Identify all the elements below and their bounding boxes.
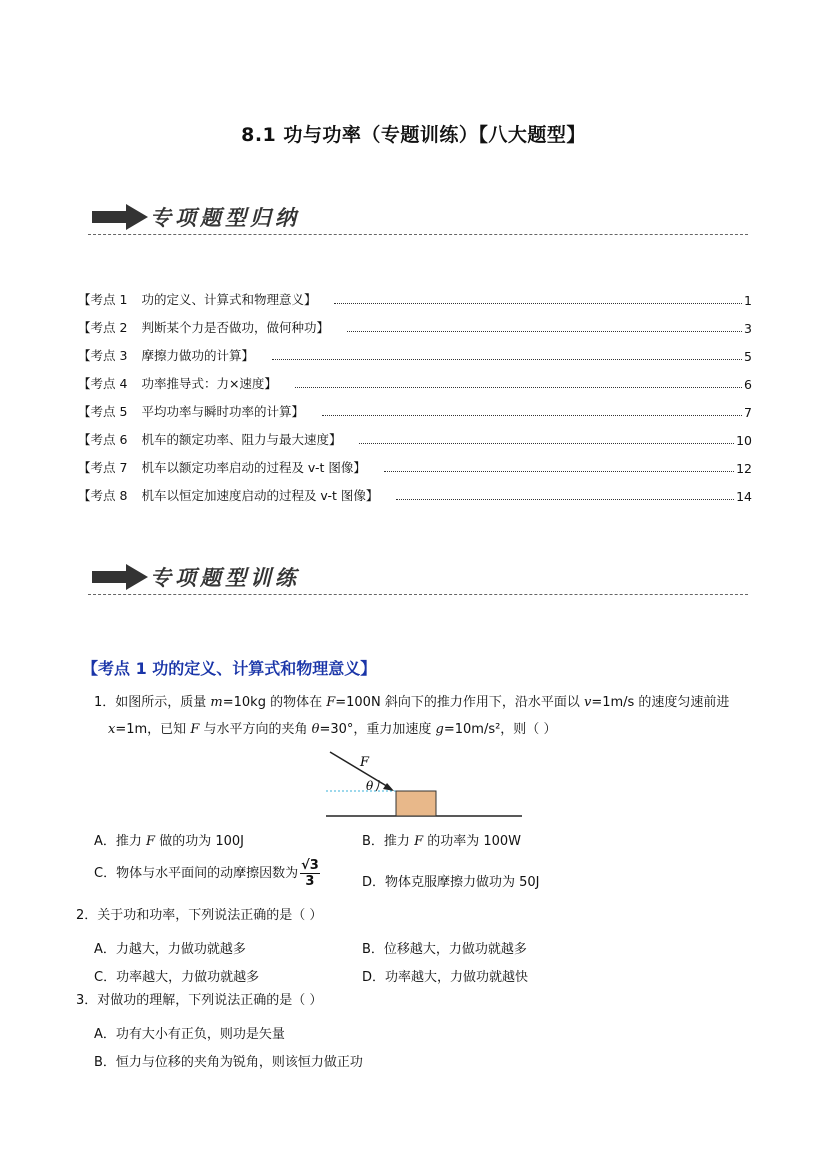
toc-page: 7 [744, 405, 752, 420]
force-label: F [360, 755, 370, 770]
toc-title: 机车以恒定加速度启动的过程及 v-t 图像】 [141, 488, 379, 503]
toc-title: 机车的额定功率、阻力与最大速度】 [141, 432, 342, 447]
toc-tag: 【考点 6 [78, 432, 128, 447]
toc-title: 机车以额定功率启动的过程及 v-t 图像】 [141, 460, 366, 475]
toc-title: 判断某个力是否做功，做何种功】 [141, 320, 329, 335]
toc-title: 功的定义、计算式和物理意义】 [141, 292, 317, 307]
toc-leader [359, 443, 734, 444]
arrow-right-icon [92, 564, 148, 590]
q2-option-c[interactable]: C．功率越大，力做功就越多 [94, 970, 260, 985]
question-1-line-1: 1．如图所示，质量 m=10kg 的物体在 F=100N 斜向下的推力作用下，沿水平面以 v=1m/s 的速度匀速前进 [94, 695, 730, 710]
toc-leader [295, 387, 742, 388]
toc-leader [272, 359, 742, 360]
toc-item[interactable] [78, 316, 752, 336]
toc-page: 10 [736, 433, 752, 448]
fraction: $\frac{√3}{3}$ [301, 858, 319, 889]
toc-page: 3 [744, 321, 752, 336]
toc-title: 功率推导式：力×速度】 [141, 376, 277, 391]
angle-label: θ [366, 779, 374, 793]
toc-leader [347, 331, 742, 332]
question-1-line-2: x=1m，已知 F 与水平方向的夹角 θ=30°，重力加速度 g=10m/s²，则（ ） [108, 722, 557, 737]
toc-item[interactable] [78, 288, 752, 308]
toc-tag: 【考点 5 [78, 404, 128, 419]
q1-option-b[interactable]: B．推力 F 的功率为 100W [362, 834, 522, 849]
toc-page: 1 [744, 293, 752, 308]
toc-page: 6 [744, 377, 752, 392]
toc-tag: 【考点 8 [78, 488, 128, 503]
divider [88, 594, 748, 595]
toc-leader [396, 499, 734, 500]
toc-tag: 【考点 3 [78, 348, 128, 363]
question-3-stem: 3．对做功的理解，下列说法正确的是（ ） [76, 993, 323, 1008]
question-2-stem: 2．关于功和功率，下列说法正确的是（ ） [76, 908, 323, 923]
toc-item[interactable] [78, 372, 752, 392]
section-banner-summary [88, 198, 748, 238]
arrow-right-icon [92, 204, 148, 230]
toc-item[interactable] [78, 344, 752, 364]
banner-title: 专项题型训练 [150, 565, 300, 590]
toc-item[interactable] [78, 456, 752, 476]
toc-page: 14 [736, 489, 752, 504]
toc-item[interactable] [78, 484, 752, 504]
toc-tag: 【考点 1 [78, 292, 128, 307]
q2-option-b[interactable]: B．位移越大，力做功就越多 [362, 942, 527, 957]
toc-page: 12 [736, 461, 752, 476]
q1-option-c[interactable]: C．物体与水平面间的动摩擦因数为 $\frac{√3}{3}$ [94, 858, 319, 889]
toc-leader [334, 303, 742, 304]
toc-leader [322, 415, 742, 416]
toc-page: 5 [744, 349, 752, 364]
q3-option-b[interactable]: B．恒力与位移的夹角为锐角，则该恒力做正功 [94, 1055, 363, 1070]
q2-option-d[interactable]: D．功率越大，力做功就越快 [362, 970, 529, 985]
toc-tag: 【考点 4 [78, 376, 128, 391]
toc-title: 摩擦力做功的计算】 [141, 348, 254, 363]
toc-item[interactable] [78, 428, 752, 448]
section-heading: 【考点 1 功的定义、计算式和物理意义】 [82, 659, 377, 678]
force-diagram [326, 744, 526, 822]
q1-option-d[interactable]: D．物体克服摩擦力做功为 50J [362, 875, 540, 890]
divider [88, 234, 748, 235]
toc-leader [384, 471, 734, 472]
q3-option-a[interactable]: A．功有大小有正负，则功是矢量 [94, 1027, 285, 1042]
toc-item[interactable] [78, 400, 752, 420]
page-title: 8.1 功与功率（专题训练）【八大题型】 [241, 124, 586, 146]
section-banner-training [88, 558, 748, 598]
toc-tag: 【考点 7 [78, 460, 128, 475]
toc-tag: 【考点 2 [78, 320, 128, 335]
banner-title: 专项题型归纳 [150, 205, 300, 230]
toc-title: 平均功率与瞬时功率的计算】 [141, 404, 304, 419]
q2-option-a[interactable]: A．力越大，力做功就越多 [94, 942, 246, 957]
q1-option-a[interactable]: A．推力 F 做的功为 100J [94, 834, 244, 849]
